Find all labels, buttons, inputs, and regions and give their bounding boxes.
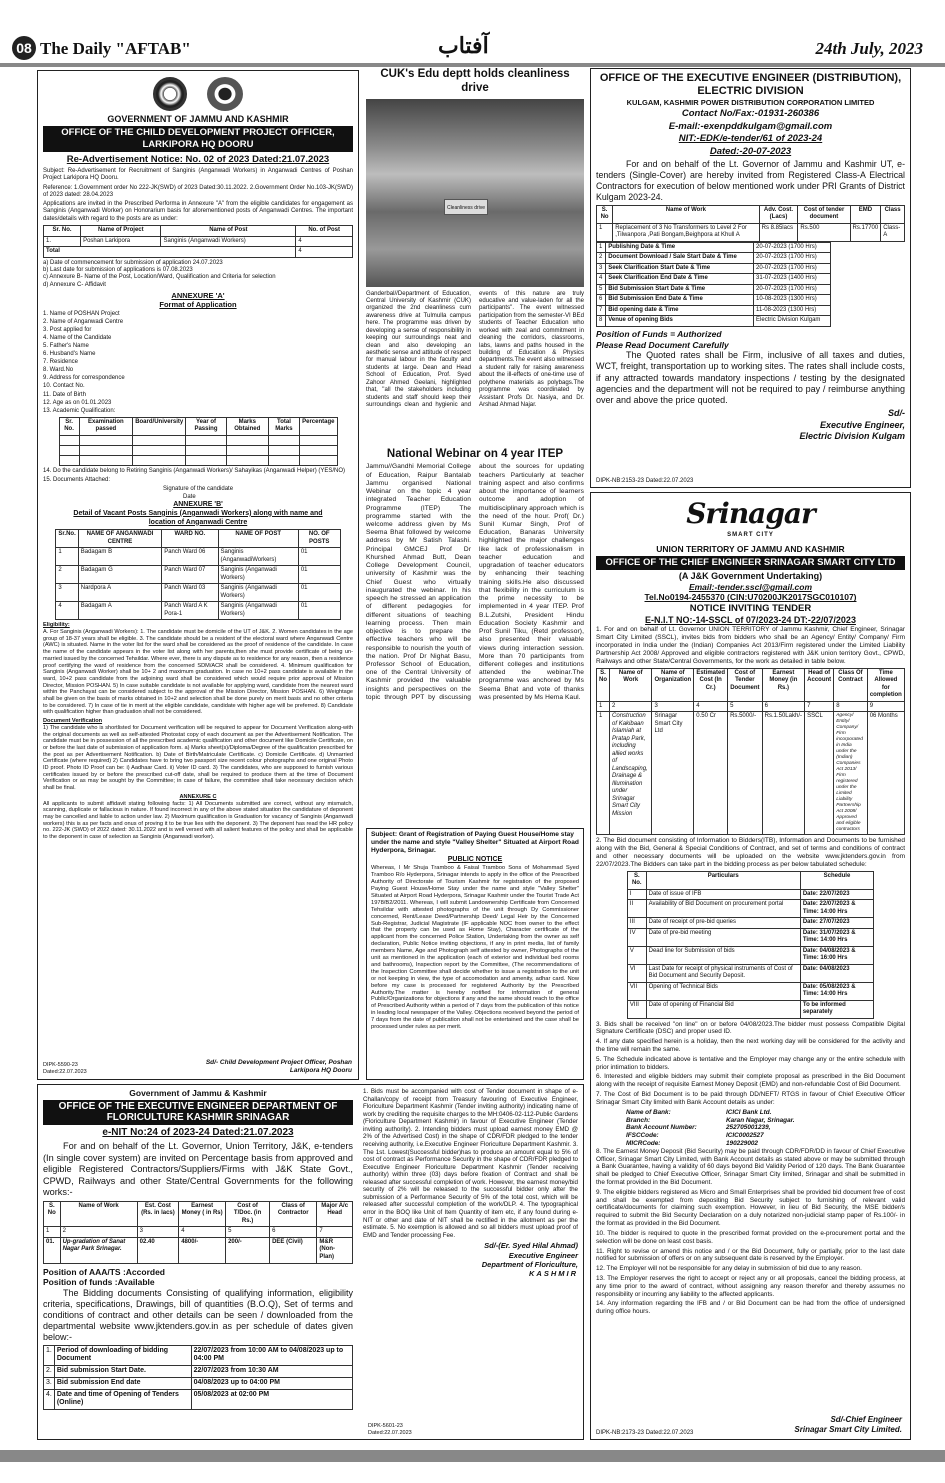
flori-funds: Position of funds :Available [43,1277,155,1288]
ssc-para-7: 7. The Cost of Bid Document is to be paid through DD/NEFT/ RTGS in favour of Chief Executive Officer Srinagar Smart City limited with Bank Account details as under: [596,1091,905,1106]
cdpo-gov: GOVERNMENT OF JAMMU AND KASHMIR [107,114,289,124]
pg-title: PUBLIC NOTICE [447,855,503,863]
pg-body: Whereas, I Mr Shuja Tramboo & Faisal Tramboo Sons of Mohammad Syed Tramboo R/o Hyderpora, Srinagar intends to apply in the office of the Prescribed Authority of Directorate of Tourism Kashmir for registration of the proposed Paying Guest House/Home Stay under the name and style "Valley Shelter" Situated at Airport Road Hyderpora, Srinagar Kashmir under the Tourist Trade Act 1978/B2/2011. Whereas, I will submit Landownership Certificate from Concerned Tehsildar with attested photographs of the unit through Dy Commissioner concerned, Rent/Lease Deed/Partnership Deed/ Legal Heir by the Concerned Sub-Registrar, Judicial Magistrate (IF applicable NOC from owner to the effect that the property can be used as Home Stay), Character certificate of the applicant from the concerned Police Station, Undertaking from the owner as self declaration, Public Notice inviting objections, if any in print media, list of family members Name, Age and Photograph self attested by owner, Photographs of the unit as mentioned in the application (each of exterior and individual bed rooms and bathrooms), Inspection report by the Committee, (The recommendations of the Inspection Committee shall decide whether to issue a registration to the unit or not keeping in view, the type of accomodation and amenity, adhar card. Now before my case is processed for registered Authority by the Prescribed Authority.The matter is hereby notified for information of general Public/Organizations for objections if any and the same should reach to the office of Prescribed Authority within a period of 7 days from the publication of this notice in leading local newspaper of the Valley. Objections received beyond the period of 7 days from the date of publication shall not be entertained and the case shall be processed under rules as per merit. [371,865,579,1030]
flori-intro: For and on behalf of the Lt. Governor, Union Territory, J&K, e-tenders (In single cover system) are invited on Percentage basis from approved and eligible Registered Contractors/Suppliers/Firms with J&K State Govt., CPWD, Railways and other State/Central Governments for the following works:- [43,1141,353,1198]
cdpo-intro: Applications are invited in the Prescribed Performa in Annexure "A" from the eligible candidates for engagement as Sanginis (Anganwadi Worker) on Honorarium basis for aforementioned posts of Anganwadi Centres. The important dates/details with regard to the posts are as under: [43,201,353,222]
cdpo-signature: Sd/- Child Development Project Officer, Poshan Larkipora HQ Dooru [205,1058,352,1074]
webinar-story [366,447,584,827]
ssc-logo-text: Srinagar [686,497,815,530]
ssc-para-14: 14. Any information regarding the IFB and / or Bid Document can be had from the office of undersigned during office hours. [596,1300,905,1316]
kpdcl-notice [590,68,911,488]
kpdcl-read: Please Read Document Carefully [596,339,729,350]
ssc-p2: 2. The Bid document consisting of Information to Bidders(ITB), Information and Documents to be furnished along with the Bid, General & Special Conditions of Contract, and set of terms and conditions of contract and other necessary documents will be uploaded on the website www.jktenders.gov.in from 22/07/2023.The Bidders can take part in the bidding process as per below tabulated schedule: [596,836,905,868]
ssc-undertaking: (A J&K Government Undertaking) [678,570,823,581]
ssc-para-13: 13. The Employer reserves the right to accept or reject any or all proposals, cancel the bidding process, at any time prior to the award of contract, without assigning any reason therefor and thereby assumes no responsibility or incurring any liability to the affected applicants. [596,1274,905,1298]
webinar-headline: National Webinar on 4 year ITEP [386,448,564,460]
cdpo-dates: a) Date of commencement for submission of application 24.07.2023 b) Last date for submission of applications is 07.08.2023 c) Annexure B- Name of the Post, Location/Ward, Qualification and Criteria for selection d) Annexure C- Affidavit [43,259,276,288]
flori-schedule: 1. Period of downloading of bidding Document 22/07/2023 from 10:00 AM to 04/08/2023 up to 04:00 PM 2. Bid submission Start Date. 22/07/2023 from 10:30 AM 3. Bid submission End date 04/08/2023 up to 04:00 PM 4. Date and time of Opening of Tenders (Online) 05/08/2023 at 02:00 PM [43,1345,353,1411]
cuk-photo [366,99,584,287]
ssc-work-table: S. No Name of Work Name of Organization Estimated Cost (In Cr.) Cost of Tender Document Earnest Money (in Rs.) Head of Account Class Of Contract Time Allowed for completion 1 2 3 4 5 6 7 8 9 1 Construction of Kakibaan Islamiah at Pratap Park, including allied works of Landscaping, Drainage & Illumination under Srinagar Smart City Mission Srinagar Smart City Ltd 0.50 Cr Rs.5000/- Rs.1.50Lakh/- SSCL Agency/ Entity/ Company/ Firm incorporated in India under the (Indian) Companies Act 2013/ Firm registered under the Limited Liability Partnership Act 2008/ Approved and eligible contractors 06 Months [596,668,905,835]
cdpo-notice-no: Re-Advertisement Notice: No. 02 of 2023 Dated:21.07.2023 [66,154,330,165]
issue-date: 24th July, 2023 [815,39,923,58]
cdpo-reference: Reference: 1.Government order No 222-JK(SWD) of 2023 Dated:30.11.2022. 2.Government Order No.103-JK(SWD) of 2023 dated: 28.04.2023 [43,184,353,198]
cuk-headline: CUK's Edu deptt holds cleanliness drive [380,68,570,94]
icds-logo-icon [207,77,243,111]
cand-signature: Signature of the candidate [163,486,234,493]
ssc-para-10: 10. The bidder is required to quote in the prescribed format provided on the e-procurement portal and the selection will be done on least cost basis. [596,1229,905,1245]
flori-conditions: 1. Bids must be accompanied with cost of Tender document in shape of e-Challan/copy of receipt from Treasury favouring of Executive Engineer, Floriculture Department Kashmir (Tender inviting authority) indicating name of work by crediting the requisite charges to the MH:0406-02-112-Public Gardens (Floriculture Department Kashmir) in favour of Executive Engineer (Tender inviting authority). 2. Intending bidders must upload earnest money EMD @ 2% of the Advertised Cost) in the shape of CDR/FDR pledged to the tender receiving authority, i.e.Executive Engineer Floriculture Department Kashmir. 3. The 1st. Lowest(Successful bidder)has to produce an amount equal to 5% of cost of contract as Performance Security in the shape of CDR/FDR pledged to Executive Engineer Floriculture Department Kashmir (Tender receiving authority) within three (03) days before fixation of Contract and shall be released after successful completion of work. However, the earnest money/bid security of 2% will be released to the successful bidder only after the submission of a Performance Security of 5% of the total cost, which will be released after successful completion of the work/DLP. 4. The typographical error in the BOQ like Unit of Item Quantity of item etc, if any found during e-NIT or other and date of NIT shall be rectified in the allotment as per the estimate. 5. No exemption is allowed and so all bidders must upload proof of EMD and Tender processing Fee. [363,1088,578,1239]
eligibility-text: A. For Sanginis (Anganwadi Workers): 1. The candidate must be domicile of the UT of J&K. 2. Women candidates in the age group of 18-37 years shall be eligible. 3. The candidate should be a resident of the electoral ward where Anganwadi Centre (AWC) is situated. Name in the voter list for the ward shall be considered as the proof of residence of the candidate. In case the name of the candidate appears in the voter list along with her parents,then she must provide certificate of being un-married issued by the concerned Tehsildar. Where ever, there is any dispute as to residence for any reason, then a residence proof certifying the ward of residence from the concerned SDM/ACR shall be considered. 4. Minimum qualification for Sanginis (Anganwadi Worker) shall be 10+ 2 and maximum graduation. In case no 10+2 pass candidate is available in the ward, 10+2 pass candidate from the adjoining ward shall be considered which would require prior approval of Mission Director, Mission POSHAN. 5) In case suitable candidate is not available for applying ward, candidate from the nearest ward within the Panchayat can be considered subject to the approval of the Mission Director, Mission POSHAN. 6) Weightage shall be given on the basis of marks obtained in 10+2 and selection shall be done purely on merit basis and no other criteria to be considered. 7) In case of tie in merit at the eligible candidate, candidate with higher age will be preferred. 8) Candidate with qualification higher than graduation shall not be considered. [43,628,353,716]
ssc-dipk: DIPK-NB:2173-23 Dated:22.07.2023 [596,1429,694,1436]
kpdcl-sign-1: Sd/- [888,408,905,419]
flori-notice [37,1084,584,1440]
flori-sign-4: KASHMIR [529,1269,578,1279]
flori-aaa: Position of AAA/TS :Accorded [43,1266,165,1277]
kpdcl-sign-2: Executive Engineer, [819,419,905,430]
kpdcl-dipk: DIPK-NB:2153-23 Dated:22.07.2023 [596,477,694,484]
flori-gov: Government of Jammu & Kashmir [129,1088,267,1098]
ssc-para-3: 3. Bids shall be received "on line" on or before 04/08/2023.The bidder must possess Compatible Digital Signature Certificate (DSC) and proper used ID. [596,1020,905,1036]
kpdcl-nit: NIT:-EDK/e-tender/61 of 2023-24 [678,133,823,145]
ssc-para-4: 4. If any date specified herein is a holiday, then the next working day will be considered for the activity and the time will remain the same. [596,1038,905,1054]
pg-subject: Subject: Grant of Registration of Paying Guest House/Home stay under the name and style "Valley Shelter" Situated at Airport Road Hyderpora, Srinagar. [371,831,579,854]
flori-work-table: S. No Name of Work Est. Cost (Rs. in lacs) Earnest Money ( in Rs) Cost of T/Doc. (in Rs.) Class of Contractor Major A/c Head 1 2 3 4 5 6 7 01. Up-gradation of Sanat Nagar Park Srinagar. 02.40 4800/- 200/- DEE (Civil) M&R (Non- Plan) [43,1201,353,1264]
footer-rule [0,1450,945,1462]
item-14: 14. Do the candidate belong to Retiring Sanginis (Anganwadi Workers)/ Sahayikas (Anganwadi Helper) (YES/NO) [43,467,346,474]
ssc-email: Email:-tender.sscl@gmail.com [688,581,813,592]
ssc-tel: Tel.No0194-2455370 (CIN:U70200JK2017SGC010107) [644,592,857,603]
kpdcl-office: OFFICE OF THE EXECUTIVE ENGINEER (DISTRIBUTION), ELECTRIC DIVISION [599,72,902,98]
ssc-p1: 1. For and on behalf of Lt. Governor UNION TERRITORY of Jammu Kashmir, Chief Engineer, Srinagar Smart City Limited (SSCL), invites bids from bidders who shall be an Agency/ Entity/ Company/ Firm incorporated in India under the (Indian) Companies Act 2013/Firm registered under the Limited Liability Partnership Act 2008/ Approved and eligible contractors registered with J&K union territory Govt., CPWD, Railways and other State/Central Governments, for the work as detailed in table below. [596,626,905,665]
ssc-notice [590,492,911,1440]
page-number: 08 [12,36,36,60]
annex-c-title: ANNEXURE C [179,793,217,800]
qual-table: Sr. No. Examination passed Board/University Year of Passing Marks Obtained Total Marks Percentage [59,417,338,466]
ssc-para-6: 6. Interested and eligible bidders may submit their complete proposal as prescribed in the Bid Document along with the receipt of requisite Earnest Money Deposit (EMD) and non-refundable Cost of Bid Document. [596,1073,905,1089]
cdpo-office: OFFICE OF THE CHILD DEVELOPMENT PROJECT OFFICER, LARKIPORA HQ DOORU [43,126,353,152]
kpdcl-sign-3: Electric Division Kulgam [799,430,905,441]
flori-bidding: The Bidding documents Consisting of qualifying information, eligibility criteria, specifications, Drawings, bill of quantities (B.O.Q), Set of terms and conditions of contract and other details can be seen / downloaded from the departmental website www.jktenders.gov.in as per schedule of dates given below:- [43,1287,353,1342]
ssc-sign-2: Srinagar Smart City Limited. [794,1425,902,1434]
webinar-body: Jammu//Gandhi Memorial College of Education, Raipur Bantalab Jammu organised National Webinar on the topic 4 year integrated Teacher Education Programme (ITEP) The programme started with the welcome address given by Ms Seema Bhat followed by welcome address by Mr Satish Talashi. Principal GMCEJ Prof Dr Khurshed Ahmad Butt, Dean College Development Council, university of Kashmir was the Chief Guest who virtually inaugurated the webinar. In his speech he stressed an application of different pedagogies for different situations of teaching learning process. Then main objective is to prepare the effective teachers who will be responsible to nourish the youth of the nation. Prof Dr Nighat Basu, Professor School of Education, one of the Central University of Kashmir provided the valuable insights and perspectives on the topic through PPT by discussing about the sources for updating teachers Particularly at teacher training aspect and also confirms about the importance of learners outcome and adoption of multidisciplinary approach which is the need of the hour. Prof( Dr.) Sunil Kumar Singh, Prof of Education, Banaras University highlighted the major challenges like lack of professionalism in teacher education and upgradation of teacher educators by enhancing their teaching training skills.He also discussed that flexibility in the curriculum is the prime necessity to be implemented in 4 year ITEP. Prof B.L.Zutshi, President Hindu Education Society Kashmir and Prof Sunil Tiku, (Retd professor), also presented their valuable views during interaction session. More than 70 participants from different colleges and institutions attended the webinar.The programme was anchored by Ms Seema Bhat and vote of thanks was presented by Ms Hema Kaul. [366,463,584,701]
cuk-banner: Cleanliness drive [444,199,488,215]
ssc-para-5: 5. The Schedule indicated above is tentative and the Employer may change any or the entire schedule with prior intimation to bidders. [596,1055,905,1071]
ssc-enit: E-N.I.T NO:-14-SSCL of 07/2023-24 DT:-22/07/2023 [645,614,856,625]
cdpo-notice [37,70,359,1080]
flori-sign-1: Sd/-(Er. Syed Hilal Ahmad) [484,1241,578,1251]
ssc-office: OFFICE OF THE CHIEF ENGINEER SRINAGAR SMART CITY LTD [596,556,905,570]
annex-c-text: All applicants to submit affidavit stating following facts: 1) All Documents submitted are correct, without any mismatch, scanning, duplicate or fallacious in nature. If found incorrect in any of the above stated situation the candidature of deponent may be cancelled and liable to action under law. 2) Maximum qualification is Graduation for vacancy of Sanginis (Anganwadi workers) this is as per facts and onus of proving it to be true lies with the deponent. 3) The deponent has read the HR policy no. 222-JK (SWD) of 2022 dated: 30.11.2022 and is well versed with all salient features of the policy and shall be applicable to the deponent in case of selection as Sanginis (Anganwadi worker). [43,800,353,841]
flori-sign-2: Executive Engineer [508,1250,578,1260]
kpdcl-para: The Quoted rates shall be Firm, inclusive of all taxes and duties, WCT, freight, transportation up to working sites. The rates shall include costs, if any attracted towards mandatory inspections / testing by the designated agencies and the department will not be required to pay / reimburse anything over and above the price quoted. [596,350,905,406]
kpdcl-intro: For and on behalf of the Lt. Governor of Jammu and Kashmir UT, e-tenders (Single-Cover) are hereby invited from Registered Class-A Electrical Contractors for execution of below mentioned work under PRI Grants of District Kulgam 2023-24. [596,159,905,202]
ssc-ut: UNION TERRITORY OF JAMMU AND KASHMIR [656,544,845,554]
cdpo-post-table: Sr. No. Name of Project Name of Post No. of Post 1. Poshan Larkipora Sanginis (Anganwadi Workers) 4 Total 4 [43,225,353,258]
annex-b-title: ANNEXURE 'B' [173,501,223,509]
form-fields: 1. Name of POSHAN Project 2. Name of Anganwadi Centre 3. Post applied for 4. Name of the Candidate 5. Father's Name 6. Husband's Name 7. Residence 8. Ward.No 9. Address for correspondence 10. Contact No. 11. Date of Birth 12. Age as on 01.01.2023 13. Academic Qualification: [43,310,125,414]
cuk-story [366,68,584,438]
kpdcl-funds: Position of Funds = Authorized [596,328,722,339]
ssc-nit-title: NOTICE INVITING TENDER [689,603,812,614]
doc-ver-text: 1) The candidate who is shortlisted for Document verification will be required to appear for Document Verification along-with the original documents as well as self-attested Photostat copy of each document as per the Advertisement Notification. The candidate must be in possession of all the prescribed academic qualification and other document like Domicile Certificate, on or before the last date of submission of application form. a) Marks sheet(s)/Diploma/Degree of the qualification prescribed for the post as per Advertisement Notification. b) Date of Birth/Matriculate Certificate. c) Domicile Certificate. d) Unmarried Certificate (where required) 2) Candidates have to bring two passport size recent colour photographs and one original Photo ID proof. Photo ID Proof can be: i) Aadhaar Card. ii) Voter ID card. 3) The candidates, who are supposed to furnish various certificates issued by or before the prescribed cut-off date, shall be required to produce them at the time of Document Verification or as may be sought by the Committee; in case of failure, the committee shall take necessary decision which shall be final. [43,724,353,792]
jk-emblem-icon [153,77,187,111]
doc-ver-title: Document Verification [43,718,103,725]
format-title: Format of Application [159,300,237,310]
ssc-para-8: 8. The Earnest Money Deposit (Bid Security) may be paid through CDR/FDR/DD in favour of Chief Executive Officer, Srinagar Smart City Limited, with Bank Account details as stated above or may be submitted through a Bank Guarantee, having a validity of 60 days beyond Bid Validity Period of 120 days. The Bank Guarantee shall be pledged to Chief Executive Officer, Srinagar Smart City limited, Srinagar and shall be submitted in the format provided in the Bid Document. [596,1147,905,1187]
vacant-table: Sr.No. NAME OF ANGANWADI CENTRE WARD NO. NAME OF POST NO. OF POSTS 1 Badagam B Panch Ward 06 Sanginis (AnganwadiWorkers) 01 2 Badagam G Panch Ward 07 Sanginis (Anganwadi Workers) 01 3 Nardpora A Panch Ward 03 Sanginis (Anganwadi Workers) 01 4 Badagam A Panch Ward A K Pora-1 Sanginis (Anganwadi Workers) 01 [55,529,340,620]
cdpo-logos [43,74,353,114]
vacant-title: Detail of Vacant Posts Sanginis (Anganwadi Workers) along with name and location of Anganwadi Centre [73,509,323,526]
kpdcl-contact: Contact No/Fax:-01931-260386 [681,107,820,119]
flori-sign-3: Department of Floriculture, [481,1260,578,1269]
flori-dipk: DIPK-5601-23 Dated:22.07.2023 [368,1423,412,1437]
ssc-schedule: S. No. Particulars Schedule I Date of issue of IFB Date: 22/07/2023 II Availability of Bid Document on procurement portal Date: 22/07/2023 & Time: 14:00 Hrs III Date of receipt of pre-bid queries Date: 27/07/2023 IV Date of pre-bid meeting Date: 31/07/2023 & Time: 14:00 Hrs V Dead line for Submission of bids Date: 04/08/2023 & Time: 16:00 Hrs VI Last Date for receipt of physical instruments of Cost of Bid Document and Security Deposit. Date: 04/08/2023 VII Opening of Technical Bids Date: 05/08/2023 & Time: 14:00 Hrs VIII Date of opening of Financial Bid To be informed separately [627,871,874,1019]
pg-notice [366,828,584,1080]
flori-office: OFFICE OF THE EXECUTIVE ENGINEER DEPARTMENT OF FLORICULTURE KASHMIR SRINAGAR [43,1100,353,1125]
item-15: 15. Documents Attached: [43,477,111,484]
ssc-para-11: 11. Right to revise or amend this notice and / or the Bid Document, fully or partially, prior to the last date notified for submission of offers or on any subsequent date is reserved by the Employer. [596,1247,905,1263]
kpdcl-email: E-mail:-exenpddkulgam@gmail.com [668,120,833,132]
eligibility-title: Eligibility: [43,622,70,629]
annex-a-title: ANNEXURE 'A' [171,290,225,300]
kpdcl-sub: KULGAM, KASHMIR POWER DISTRIBUTION CORPORATION LIMITED [626,98,875,108]
ssc-logo [596,496,905,544]
paper-name: The Daily "AFTAB" [40,39,191,58]
cdpo-subject: Subject: Re-Advertisement for Recruitment of Sanginis (Anganwadi Workers) in Anganwadi Centres of Poshan Project Larkipora HQ Dooru. [43,167,353,182]
kpdcl-work-table: S. No Name of Work Adv. Cost. (Lacs) Cost of tender document EMD Class 1 Replacement of 3 No Transformers to Level 2 For ,Tilwanpora ,Pati Bongam,Beighpora at Khull A Rs 8.85lacs Rs.500 Rs.17700 Class-A [596,205,905,242]
header-rule [0,63,945,67]
ssc-bank-details: Name of Bank: ICICI Bank Ltd. Branch: Karan Nagar, Srinagar. Bank Account Number: 252705001239, IFSCCode: ICIC0002527 MICRCode: 190229002 [626,1108,795,1147]
ssc-para-12: 12. The Employer will not be responsible for any delay in submission of bid due to any reason. [596,1265,862,1273]
cuk-body: Ganderbal//Department of Education, Central University of Kashmir (CUK) organized the 2nd cleanliness cum awareness drive at Tulmulla campus here. The programme was driven by developing a sense of responsibility in keeping our surroundings neat and clean and also developing an aesthetic sense and attitude of respect for manual labour in the faculty and students at large. Dean and Head School of Education, Prof. Syed Zahoor Ahmed Geelani, highlighted that, "all the stakeholders including students and staff should keep their surroundings clean and hygienic and events of this nature are truly educative and value-laden for all the participants". The event witnessed participation from the semester-VI BEd students of Teacher Education who worked with zeal and commitment in cleaning the corridors, classrooms, labs, lawns and paths housed in the building of Education & Physics departments.The event also witnessed a student rally for raising awareness about the ill-effects of one-time use of polythene materials as polybags.The programme was coordinated by Assistant Profs Dr. Nasiya, and Dr. Arshad Ahmad Najar. [366,289,584,408]
ssc-para-9: 9. The eligible bidders registered as Micro and Small Enterprises shall be provided bid document free of cost and shall be exempted from depositing Bid Security subject to furnishing of relevant valid certificate/documents for claiming such exemption. However, in lieu of Bid Security, the MSE bidder/s required to submit the Bid Security Declaration on a duly notarized non-judicial stamp paper of Rs.100/- in the format as provided in the Bid Document. [596,1188,905,1228]
cdpo-dipk: DIPK-5590-23 Dated:22.07.2023 [43,1062,87,1076]
paper-logo: آفتاب [438,33,489,59]
ssc-logo-sub: SMART CITY [727,532,774,538]
cand-date: Date [183,493,196,500]
kpdcl-schedule: 1 Publishing Date & Time 20-07-2023 (1700 Hrs) 2 Document Download / Sale Start Date & Time 20-07-2023 (1700 Hrs) 3 Seek Clarification Start Date & Time 20-07-2023 (1700 Hrs) 4 Seek Clarification End Date & Time 31-07-2023 (1400 Hrs) 5 Bid Submission Start Date & Time 20-07-2023 (1700 Hrs) 6 Bid Submission End Date & Time 10-08-2023 (1300 Hrs) 7 Bid opening date & Time 11-08-2023 (1300 Hrs) 8 Venue of opening Bids Electric Division Kulgam [596,242,831,327]
kpdcl-dated: Dated:-20-07-2023 [709,146,792,158]
ssc-sign-1: Sd/-Chief Engineer [830,1415,902,1424]
flori-enit: e-NIT No:24 of 2023-24 Dated:21.07.2023 [102,1126,294,1138]
